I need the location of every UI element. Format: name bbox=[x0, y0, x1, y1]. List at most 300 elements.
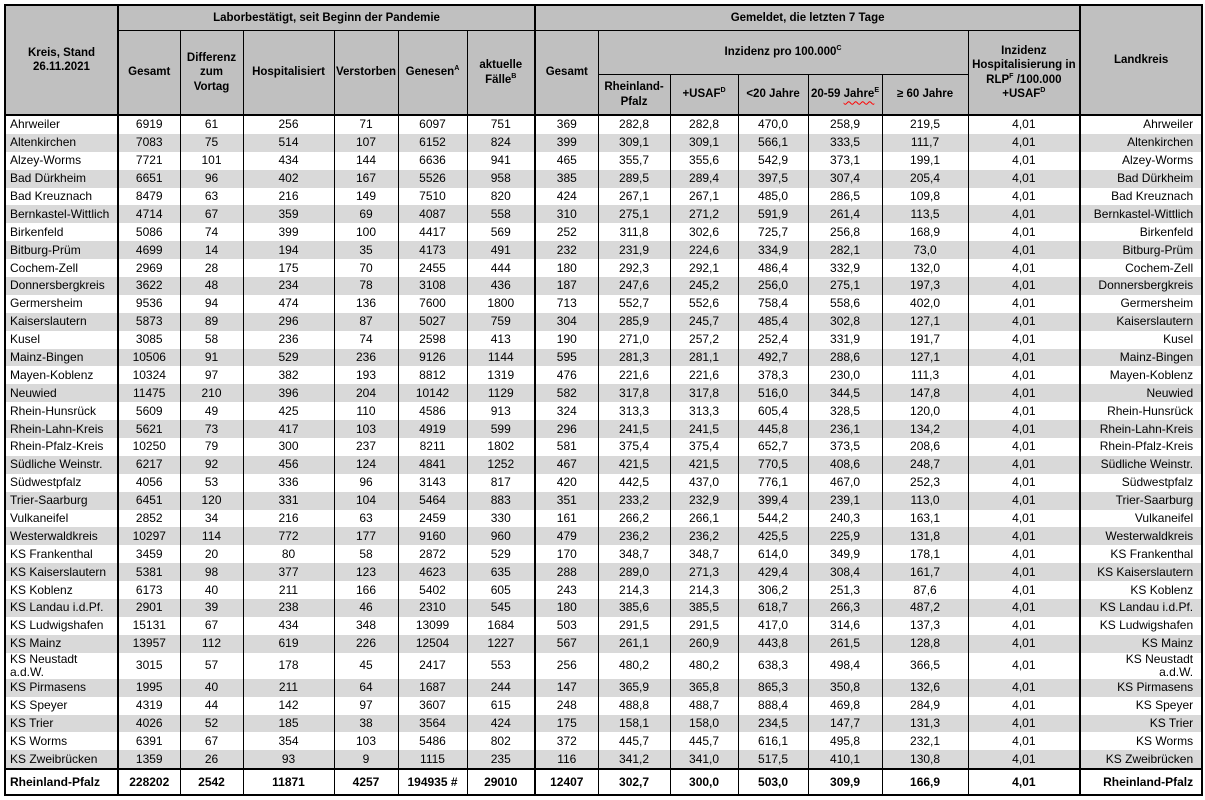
value-cell: 166 bbox=[334, 581, 398, 599]
value-cell: 245,7 bbox=[670, 313, 738, 331]
value-cell: 1800 bbox=[467, 295, 535, 313]
value-cell: 10297 bbox=[118, 527, 180, 545]
value-cell: 57 bbox=[180, 653, 243, 679]
table-row bbox=[5, 420, 1202, 438]
value-cell: 149 bbox=[334, 188, 398, 206]
landkreis-name-cell: KS Worms bbox=[1080, 732, 1202, 750]
value-cell: 103 bbox=[334, 732, 398, 750]
value-cell: 751 bbox=[467, 115, 535, 134]
landkreis-name-cell: Alzey-Worms bbox=[1080, 152, 1202, 170]
value-cell: 424 bbox=[467, 715, 535, 733]
value-cell: 485,0 bbox=[738, 188, 808, 206]
value-cell: 87 bbox=[334, 313, 398, 331]
header-text: 20-59 bbox=[811, 88, 844, 101]
value-cell: 104 bbox=[334, 492, 398, 510]
value-cell: 436 bbox=[467, 277, 535, 295]
value-cell: 5526 bbox=[398, 170, 467, 188]
footnote-marker: A bbox=[454, 64, 460, 73]
value-cell: 341,0 bbox=[670, 750, 738, 769]
value-cell: 467,0 bbox=[808, 474, 882, 492]
value-cell: 7510 bbox=[398, 188, 467, 206]
value-cell: 74 bbox=[180, 223, 243, 241]
col-header-inzidenz-ab-60: ≥ 60 Jahre bbox=[882, 75, 968, 116]
value-cell: 348,7 bbox=[670, 545, 738, 563]
value-cell: 224,6 bbox=[670, 241, 738, 259]
value-cell: 348 bbox=[334, 617, 398, 635]
landkreis-name-cell: Südwestpfalz bbox=[1080, 474, 1202, 492]
value-cell: 375,4 bbox=[598, 438, 670, 456]
table-row bbox=[5, 510, 1202, 528]
value-cell: 219,5 bbox=[882, 115, 968, 134]
kreis-name-cell: Rhein-Pfalz-Kreis bbox=[5, 438, 118, 456]
value-cell: 479 bbox=[535, 527, 598, 545]
value-cell: 240,3 bbox=[808, 510, 882, 528]
value-cell: 558,6 bbox=[808, 295, 882, 313]
table-row bbox=[5, 366, 1202, 384]
value-cell: 567 bbox=[535, 635, 598, 653]
value-cell: 112 bbox=[180, 635, 243, 653]
value-cell: 2969 bbox=[118, 259, 180, 277]
value-cell: 12504 bbox=[398, 635, 467, 653]
value-cell: 4,01 bbox=[968, 545, 1080, 563]
value-cell: 236,2 bbox=[598, 527, 670, 545]
value-cell: 4919 bbox=[398, 420, 467, 438]
kreis-name-cell: Cochem-Zell bbox=[5, 259, 118, 277]
value-cell: 114 bbox=[180, 527, 243, 545]
landkreis-name-cell: Birkenfeld bbox=[1080, 223, 1202, 241]
value-cell: 5381 bbox=[118, 563, 180, 581]
kreis-name-cell: Südliche Weinstr. bbox=[5, 456, 118, 474]
value-cell: 552,7 bbox=[598, 295, 670, 313]
value-cell: 128,8 bbox=[882, 635, 968, 653]
value-cell: 599 bbox=[467, 420, 535, 438]
value-cell: 913 bbox=[467, 402, 535, 420]
value-cell: 163,1 bbox=[882, 510, 968, 528]
landkreis-name-cell: Kaiserslautern bbox=[1080, 313, 1202, 331]
table-row bbox=[5, 438, 1202, 456]
kreis-name-cell: Trier-Saarburg bbox=[5, 492, 118, 510]
value-cell: 434 bbox=[243, 152, 334, 170]
col-header-gesamt-7-tage: Gesamt bbox=[535, 31, 598, 116]
value-cell: 1687 bbox=[398, 679, 467, 697]
value-cell: 7083 bbox=[118, 134, 180, 152]
col-header-kreis: Kreis, Stand 26.11.2021 bbox=[5, 5, 118, 115]
col-header-aktuelle-faelle bbox=[467, 31, 535, 116]
value-cell: 444 bbox=[467, 259, 535, 277]
value-cell: 10324 bbox=[118, 366, 180, 384]
value-cell: 44 bbox=[180, 697, 243, 715]
value-cell: 310 bbox=[535, 205, 598, 223]
value-cell: 495,8 bbox=[808, 732, 882, 750]
value-cell: 4,01 bbox=[968, 384, 1080, 402]
value-cell: 236 bbox=[334, 349, 398, 367]
value-cell: 6919 bbox=[118, 115, 180, 134]
value-cell: 635 bbox=[467, 563, 535, 581]
value-cell: 488,8 bbox=[598, 697, 670, 715]
kreis-name-cell: Alzey-Worms bbox=[5, 152, 118, 170]
landkreis-name-cell: KS Frankenthal bbox=[1080, 545, 1202, 563]
value-cell: 480,2 bbox=[670, 653, 738, 679]
value-cell: 437,0 bbox=[670, 474, 738, 492]
kreis-name-cell: KS Mainz bbox=[5, 635, 118, 653]
value-cell: 75 bbox=[180, 134, 243, 152]
value-cell: 4,01 bbox=[968, 563, 1080, 581]
table-row bbox=[5, 715, 1202, 733]
value-cell: 92 bbox=[180, 456, 243, 474]
value-cell: 302,6 bbox=[670, 223, 738, 241]
value-cell: 503,0 bbox=[738, 769, 808, 795]
landkreis-name-cell: Neuwied bbox=[1080, 384, 1202, 402]
value-cell: 197,3 bbox=[882, 277, 968, 295]
value-cell: 304 bbox=[535, 313, 598, 331]
value-cell: 491 bbox=[467, 241, 535, 259]
value-cell: 74 bbox=[334, 331, 398, 349]
value-cell: 58 bbox=[334, 545, 398, 563]
col-header-verstorben: Verstorben bbox=[334, 31, 398, 116]
table-row bbox=[5, 188, 1202, 206]
col-header-landkreis: Landkreis bbox=[1080, 5, 1202, 115]
value-cell: 4257 bbox=[334, 769, 398, 795]
value-cell: 67 bbox=[180, 617, 243, 635]
footnote-marker: C bbox=[836, 44, 842, 53]
value-cell: 1144 bbox=[467, 349, 535, 367]
value-cell: 369 bbox=[535, 115, 598, 134]
value-cell: 147 bbox=[535, 679, 598, 697]
value-cell: 248 bbox=[535, 697, 598, 715]
value-cell: 241,5 bbox=[598, 420, 670, 438]
value-cell: 4,01 bbox=[968, 259, 1080, 277]
value-cell: 558 bbox=[467, 205, 535, 223]
value-cell: 132,0 bbox=[882, 259, 968, 277]
value-cell: 15131 bbox=[118, 617, 180, 635]
value-cell: 97 bbox=[334, 697, 398, 715]
value-cell: 402,0 bbox=[882, 295, 968, 313]
table-row bbox=[5, 259, 1202, 277]
landkreis-name-cell: Altenkirchen bbox=[1080, 134, 1202, 152]
value-cell: 231,9 bbox=[598, 241, 670, 259]
value-cell: 180 bbox=[535, 599, 598, 617]
value-cell: 359 bbox=[243, 205, 334, 223]
value-cell: 5609 bbox=[118, 402, 180, 420]
table-row bbox=[5, 277, 1202, 295]
value-cell: 144 bbox=[334, 152, 398, 170]
value-cell: 237 bbox=[334, 438, 398, 456]
value-cell: 552,6 bbox=[670, 295, 738, 313]
value-cell: 256,0 bbox=[738, 277, 808, 295]
value-cell: 300,0 bbox=[670, 769, 738, 795]
value-cell: 351 bbox=[535, 492, 598, 510]
value-cell: 941 bbox=[467, 152, 535, 170]
value-cell: 365,8 bbox=[670, 679, 738, 697]
value-cell: 5621 bbox=[118, 420, 180, 438]
value-cell: 247,6 bbox=[598, 277, 670, 295]
value-cell: 97 bbox=[180, 366, 243, 384]
value-cell: 199,1 bbox=[882, 152, 968, 170]
kreis-name-cell: KS Koblenz bbox=[5, 581, 118, 599]
landkreis-name-cell: KS Koblenz bbox=[1080, 581, 1202, 599]
value-cell: 5402 bbox=[398, 581, 467, 599]
value-cell: 300 bbox=[243, 438, 334, 456]
value-cell: 2455 bbox=[398, 259, 467, 277]
kreis-name-cell: Rheinland-Pfalz bbox=[5, 769, 118, 795]
value-cell: 113,5 bbox=[882, 205, 968, 223]
value-cell: 865,3 bbox=[738, 679, 808, 697]
value-cell: 355,6 bbox=[670, 152, 738, 170]
kreis-name-cell: Bad Dürkheim bbox=[5, 170, 118, 188]
value-cell: 271,2 bbox=[670, 205, 738, 223]
value-cell: 365,9 bbox=[598, 679, 670, 697]
value-cell: 266,2 bbox=[598, 510, 670, 528]
kreis-name-cell: Germersheim bbox=[5, 295, 118, 313]
value-cell: 258,9 bbox=[808, 115, 882, 134]
value-cell: 78 bbox=[334, 277, 398, 295]
value-cell: 267,1 bbox=[670, 188, 738, 206]
table-row bbox=[5, 223, 1202, 241]
value-cell: 292,3 bbox=[598, 259, 670, 277]
value-cell: 2542 bbox=[180, 769, 243, 795]
value-cell: 4,01 bbox=[968, 188, 1080, 206]
value-cell: 429,4 bbox=[738, 563, 808, 581]
value-cell: 424 bbox=[535, 188, 598, 206]
value-cell: 883 bbox=[467, 492, 535, 510]
value-cell: 191,7 bbox=[882, 331, 968, 349]
value-cell: 802 bbox=[467, 732, 535, 750]
kreis-name-cell: Rhein-Hunsrück bbox=[5, 402, 118, 420]
value-cell: 194935 # bbox=[398, 769, 467, 795]
value-cell: 469,8 bbox=[808, 697, 882, 715]
value-cell: 372 bbox=[535, 732, 598, 750]
value-cell: 221,6 bbox=[598, 366, 670, 384]
value-cell: 142 bbox=[243, 697, 334, 715]
value-cell: 313,3 bbox=[598, 402, 670, 420]
value-cell: 177 bbox=[334, 527, 398, 545]
value-cell: 132,6 bbox=[882, 679, 968, 697]
value-cell: 5086 bbox=[118, 223, 180, 241]
value-cell: 595 bbox=[535, 349, 598, 367]
value-cell: 476 bbox=[535, 366, 598, 384]
value-cell: 417,0 bbox=[738, 617, 808, 635]
value-cell: 474 bbox=[243, 295, 334, 313]
value-cell: 271,0 bbox=[598, 331, 670, 349]
value-cell: 545 bbox=[467, 599, 535, 617]
value-cell: 178,1 bbox=[882, 545, 968, 563]
value-cell: 2598 bbox=[398, 331, 467, 349]
value-cell: 349,9 bbox=[808, 545, 882, 563]
value-cell: 4026 bbox=[118, 715, 180, 733]
value-cell: 296 bbox=[243, 313, 334, 331]
value-cell: 4,01 bbox=[968, 402, 1080, 420]
value-cell: 48 bbox=[180, 277, 243, 295]
value-cell: 286,5 bbox=[808, 188, 882, 206]
value-cell: 275,1 bbox=[808, 277, 882, 295]
value-cell: 332,9 bbox=[808, 259, 882, 277]
value-cell: 11871 bbox=[243, 769, 334, 795]
value-cell: 8812 bbox=[398, 366, 467, 384]
value-cell: 817 bbox=[467, 474, 535, 492]
value-cell: 232,1 bbox=[882, 732, 968, 750]
value-cell: 236,2 bbox=[670, 527, 738, 545]
value-cell: 4,01 bbox=[968, 134, 1080, 152]
col-header-inzidenz-unter-20: <20 Jahre bbox=[738, 75, 808, 116]
value-cell: 193 bbox=[334, 366, 398, 384]
value-cell: 309,1 bbox=[670, 134, 738, 152]
value-cell: 480,2 bbox=[598, 653, 670, 679]
value-cell: 4,01 bbox=[968, 474, 1080, 492]
value-cell: 591,9 bbox=[738, 205, 808, 223]
value-cell: 6636 bbox=[398, 152, 467, 170]
value-cell: 147,8 bbox=[882, 384, 968, 402]
value-cell: 4,01 bbox=[968, 492, 1080, 510]
value-cell: 652,7 bbox=[738, 438, 808, 456]
value-cell: 13957 bbox=[118, 635, 180, 653]
value-cell: 385 bbox=[535, 170, 598, 188]
value-cell: 397,5 bbox=[738, 170, 808, 188]
value-cell: 6391 bbox=[118, 732, 180, 750]
value-cell: 638,3 bbox=[738, 653, 808, 679]
value-cell: 3607 bbox=[398, 697, 467, 715]
value-cell: 11475 bbox=[118, 384, 180, 402]
table-row bbox=[5, 170, 1202, 188]
landkreis-name-cell: KS Mainz bbox=[1080, 635, 1202, 653]
value-cell: 214,3 bbox=[670, 581, 738, 599]
value-cell: 79 bbox=[180, 438, 243, 456]
value-cell: 485,4 bbox=[738, 313, 808, 331]
value-cell: 236 bbox=[243, 331, 334, 349]
col-header-differenz-vortag: Differenz zum Vortag bbox=[180, 31, 243, 116]
value-cell: 4,01 bbox=[968, 438, 1080, 456]
kreis-name-cell: Birkenfeld bbox=[5, 223, 118, 241]
value-cell: 2417 bbox=[398, 653, 467, 679]
value-cell: 408,6 bbox=[808, 456, 882, 474]
value-cell: 1995 bbox=[118, 679, 180, 697]
col-header-inzidenz-usaf bbox=[670, 75, 738, 116]
value-cell: 208,6 bbox=[882, 438, 968, 456]
value-cell: 373,5 bbox=[808, 438, 882, 456]
value-cell: 434 bbox=[243, 617, 334, 635]
table-row bbox=[5, 679, 1202, 697]
value-cell: 2459 bbox=[398, 510, 467, 528]
kreis-name-cell: Mainz-Bingen bbox=[5, 349, 118, 367]
value-cell: 5464 bbox=[398, 492, 467, 510]
value-cell: 282,1 bbox=[808, 241, 882, 259]
value-cell: 34 bbox=[180, 510, 243, 528]
value-cell: 80 bbox=[243, 545, 334, 563]
value-cell: 3459 bbox=[118, 545, 180, 563]
value-cell: 514 bbox=[243, 134, 334, 152]
table-row bbox=[5, 563, 1202, 581]
value-cell: 266,3 bbox=[808, 599, 882, 617]
value-cell: 120,0 bbox=[882, 402, 968, 420]
value-cell: 4,01 bbox=[968, 313, 1080, 331]
value-cell: 4586 bbox=[398, 402, 467, 420]
value-cell: 100 bbox=[334, 223, 398, 241]
value-cell: 307,4 bbox=[808, 170, 882, 188]
landkreis-name-cell: KS Kaiserslautern bbox=[1080, 563, 1202, 581]
value-cell: 385,5 bbox=[670, 599, 738, 617]
value-cell: 4,01 bbox=[968, 115, 1080, 134]
group-header-laborbestaetigt: Laborbestätigt, seit Beginn der Pandemie bbox=[118, 5, 535, 31]
value-cell: 4,01 bbox=[968, 581, 1080, 599]
value-cell: 2310 bbox=[398, 599, 467, 617]
value-cell: 758,4 bbox=[738, 295, 808, 313]
kreis-name-cell: KS Frankenthal bbox=[5, 545, 118, 563]
value-cell: 498,4 bbox=[808, 653, 882, 679]
value-cell: 302,7 bbox=[598, 769, 670, 795]
value-cell: 175 bbox=[243, 259, 334, 277]
value-cell: 2872 bbox=[398, 545, 467, 563]
table-row bbox=[5, 581, 1202, 599]
landkreis-name-cell: Bad Kreuznach bbox=[1080, 188, 1202, 206]
value-cell: 759 bbox=[467, 313, 535, 331]
value-cell: 187 bbox=[535, 277, 598, 295]
value-cell: 5486 bbox=[398, 732, 467, 750]
value-cell: 503 bbox=[535, 617, 598, 635]
value-cell: 366,5 bbox=[882, 653, 968, 679]
landkreis-name-cell: Rheinland-Pfalz bbox=[1080, 769, 1202, 795]
value-cell: 107 bbox=[334, 134, 398, 152]
value-cell: 71 bbox=[334, 115, 398, 134]
value-cell: 421,5 bbox=[598, 456, 670, 474]
value-cell: 236,1 bbox=[808, 420, 882, 438]
kreis-name-cell: Bitburg-Prüm bbox=[5, 241, 118, 259]
kreis-name-cell: KS Pirmasens bbox=[5, 679, 118, 697]
value-cell: 581 bbox=[535, 438, 598, 456]
value-cell: 619 bbox=[243, 635, 334, 653]
value-cell: 291,5 bbox=[670, 617, 738, 635]
value-cell: 373,1 bbox=[808, 152, 882, 170]
value-cell: 4,01 bbox=[968, 205, 1080, 223]
value-cell: 4623 bbox=[398, 563, 467, 581]
value-cell: 4,01 bbox=[968, 750, 1080, 769]
col-header-hospitalisiert: Hospitalisiert bbox=[243, 31, 334, 116]
value-cell: 8479 bbox=[118, 188, 180, 206]
kreis-name-cell: KS Zweibrücken bbox=[5, 750, 118, 769]
col-header-gesamt: Gesamt bbox=[118, 31, 180, 116]
value-cell: 529 bbox=[243, 349, 334, 367]
landkreis-name-cell: Cochem-Zell bbox=[1080, 259, 1202, 277]
value-cell: 382 bbox=[243, 366, 334, 384]
value-cell: 233,2 bbox=[598, 492, 670, 510]
value-cell: 1319 bbox=[467, 366, 535, 384]
value-cell: 210 bbox=[180, 384, 243, 402]
value-cell: 127,1 bbox=[882, 349, 968, 367]
value-cell: 529 bbox=[467, 545, 535, 563]
value-cell: 2852 bbox=[118, 510, 180, 528]
total-row bbox=[5, 769, 1202, 795]
value-cell: 488,7 bbox=[670, 697, 738, 715]
footnote-marker: D bbox=[1040, 85, 1046, 94]
value-cell: 161,7 bbox=[882, 563, 968, 581]
landkreis-name-cell: Rhein-Lahn-Kreis bbox=[1080, 420, 1202, 438]
value-cell: 5873 bbox=[118, 313, 180, 331]
kreis-name-cell: Neuwied bbox=[5, 384, 118, 402]
value-cell: 776,1 bbox=[738, 474, 808, 492]
value-cell: 63 bbox=[180, 188, 243, 206]
table-row bbox=[5, 241, 1202, 259]
value-cell: 110 bbox=[334, 402, 398, 420]
value-cell: 517,5 bbox=[738, 750, 808, 769]
value-cell: 238 bbox=[243, 599, 334, 617]
landkreis-name-cell: Germersheim bbox=[1080, 295, 1202, 313]
value-cell: 28 bbox=[180, 259, 243, 277]
value-cell: 605,4 bbox=[738, 402, 808, 420]
value-cell: 3622 bbox=[118, 277, 180, 295]
value-cell: 4714 bbox=[118, 205, 180, 223]
value-cell: 70 bbox=[334, 259, 398, 277]
value-cell: 302,8 bbox=[808, 313, 882, 331]
value-cell: 243 bbox=[535, 581, 598, 599]
value-cell: 167 bbox=[334, 170, 398, 188]
